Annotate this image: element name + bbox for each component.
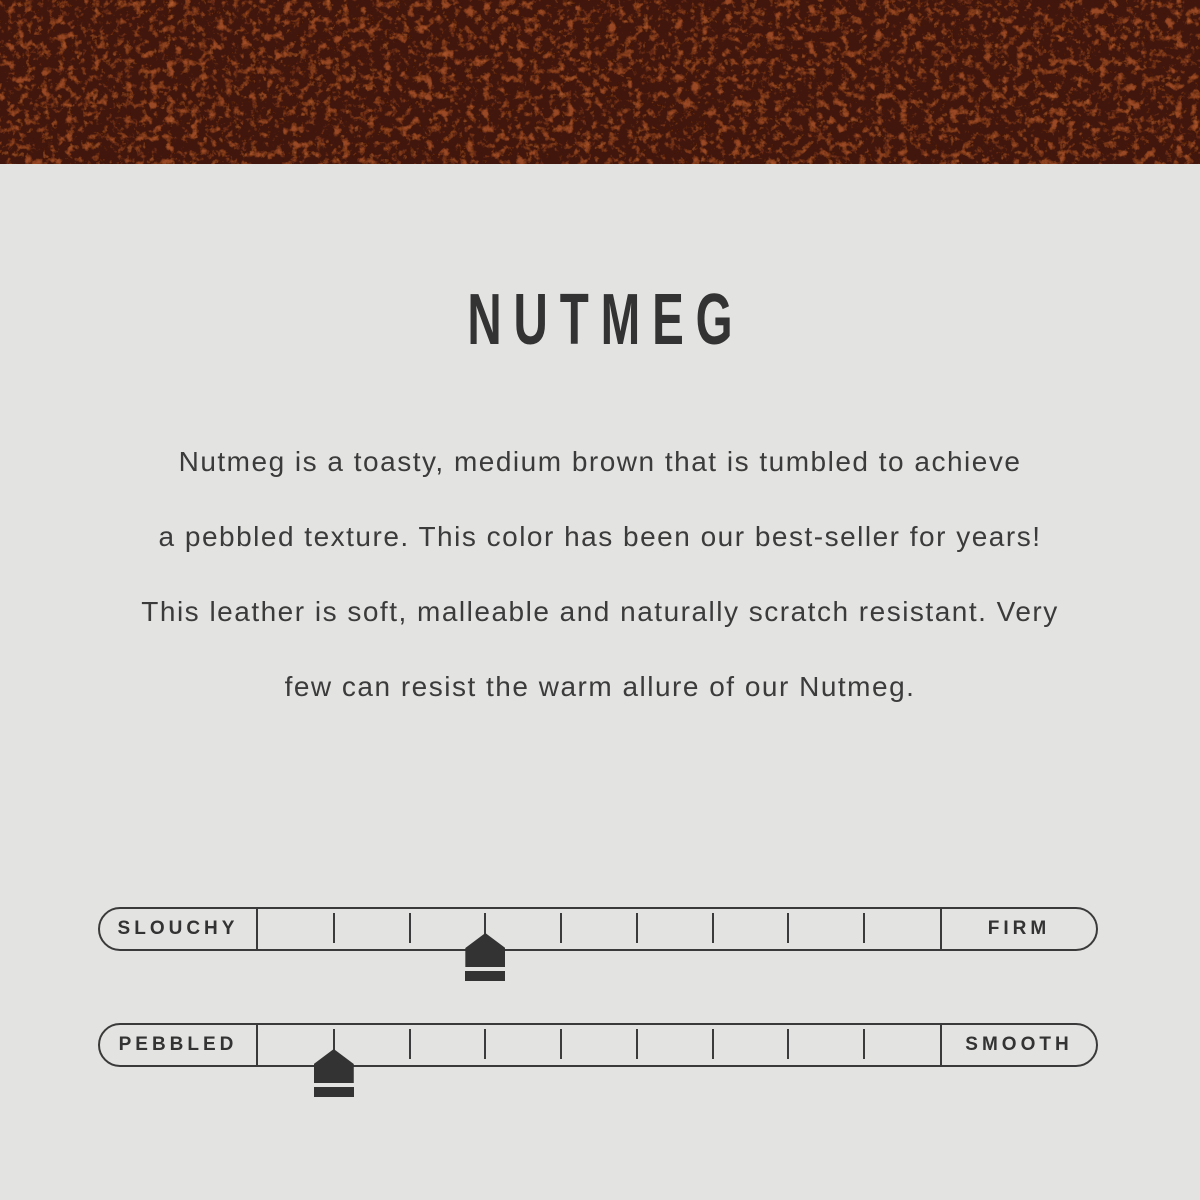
scale-tick — [409, 1029, 411, 1059]
page-title: NUTMEG — [467, 280, 745, 360]
scale-tick — [712, 1029, 714, 1059]
scale-tick — [636, 1029, 638, 1059]
scale-tick — [409, 913, 411, 943]
scale-tick — [333, 913, 335, 943]
scale-marker-handle[interactable] — [314, 1049, 354, 1097]
scale-right-label: SMOOTH — [940, 1025, 1096, 1065]
scale-tick — [712, 913, 714, 943]
leather-swatch-image — [0, 0, 1200, 164]
title-row — [0, 280, 1200, 360]
scale-tick — [787, 913, 789, 943]
firmness-scale — [98, 907, 1098, 951]
scale-left-label: SLOUCHY — [100, 909, 258, 949]
marker-underline — [465, 971, 505, 981]
scale-left-label: PEBBLED — [100, 1025, 258, 1065]
color-description — [0, 424, 1200, 724]
scale-tick — [787, 1029, 789, 1059]
leather-base — [0, 0, 1200, 164]
description-line: Nutmeg is a toasty, medium brown that is tumbled to achieve — [178, 446, 1022, 477]
marker-underline — [314, 1087, 354, 1097]
texture-scale — [98, 1023, 1098, 1067]
scale-right-label: FIRM — [940, 909, 1096, 949]
scale-tick — [560, 1029, 562, 1059]
scale-tick — [863, 913, 865, 943]
scale-tick — [484, 1029, 486, 1059]
scale-track — [258, 909, 940, 949]
description-line: This leather is soft, malleable and naturally scratch resistant. Very — [141, 596, 1059, 627]
scale-tick — [636, 913, 638, 943]
scale-track — [258, 1025, 940, 1065]
scale-marker-handle[interactable] — [465, 933, 505, 981]
scale-tick — [863, 1029, 865, 1059]
scale-tick — [560, 913, 562, 943]
marker-pointer-icon — [314, 1049, 354, 1083]
description-line: a pebbled texture. This color has been our best-seller for years! — [158, 521, 1042, 552]
marker-pointer-icon — [465, 933, 505, 967]
description-line: few can resist the warm allure of our Nutmeg. — [284, 671, 916, 702]
